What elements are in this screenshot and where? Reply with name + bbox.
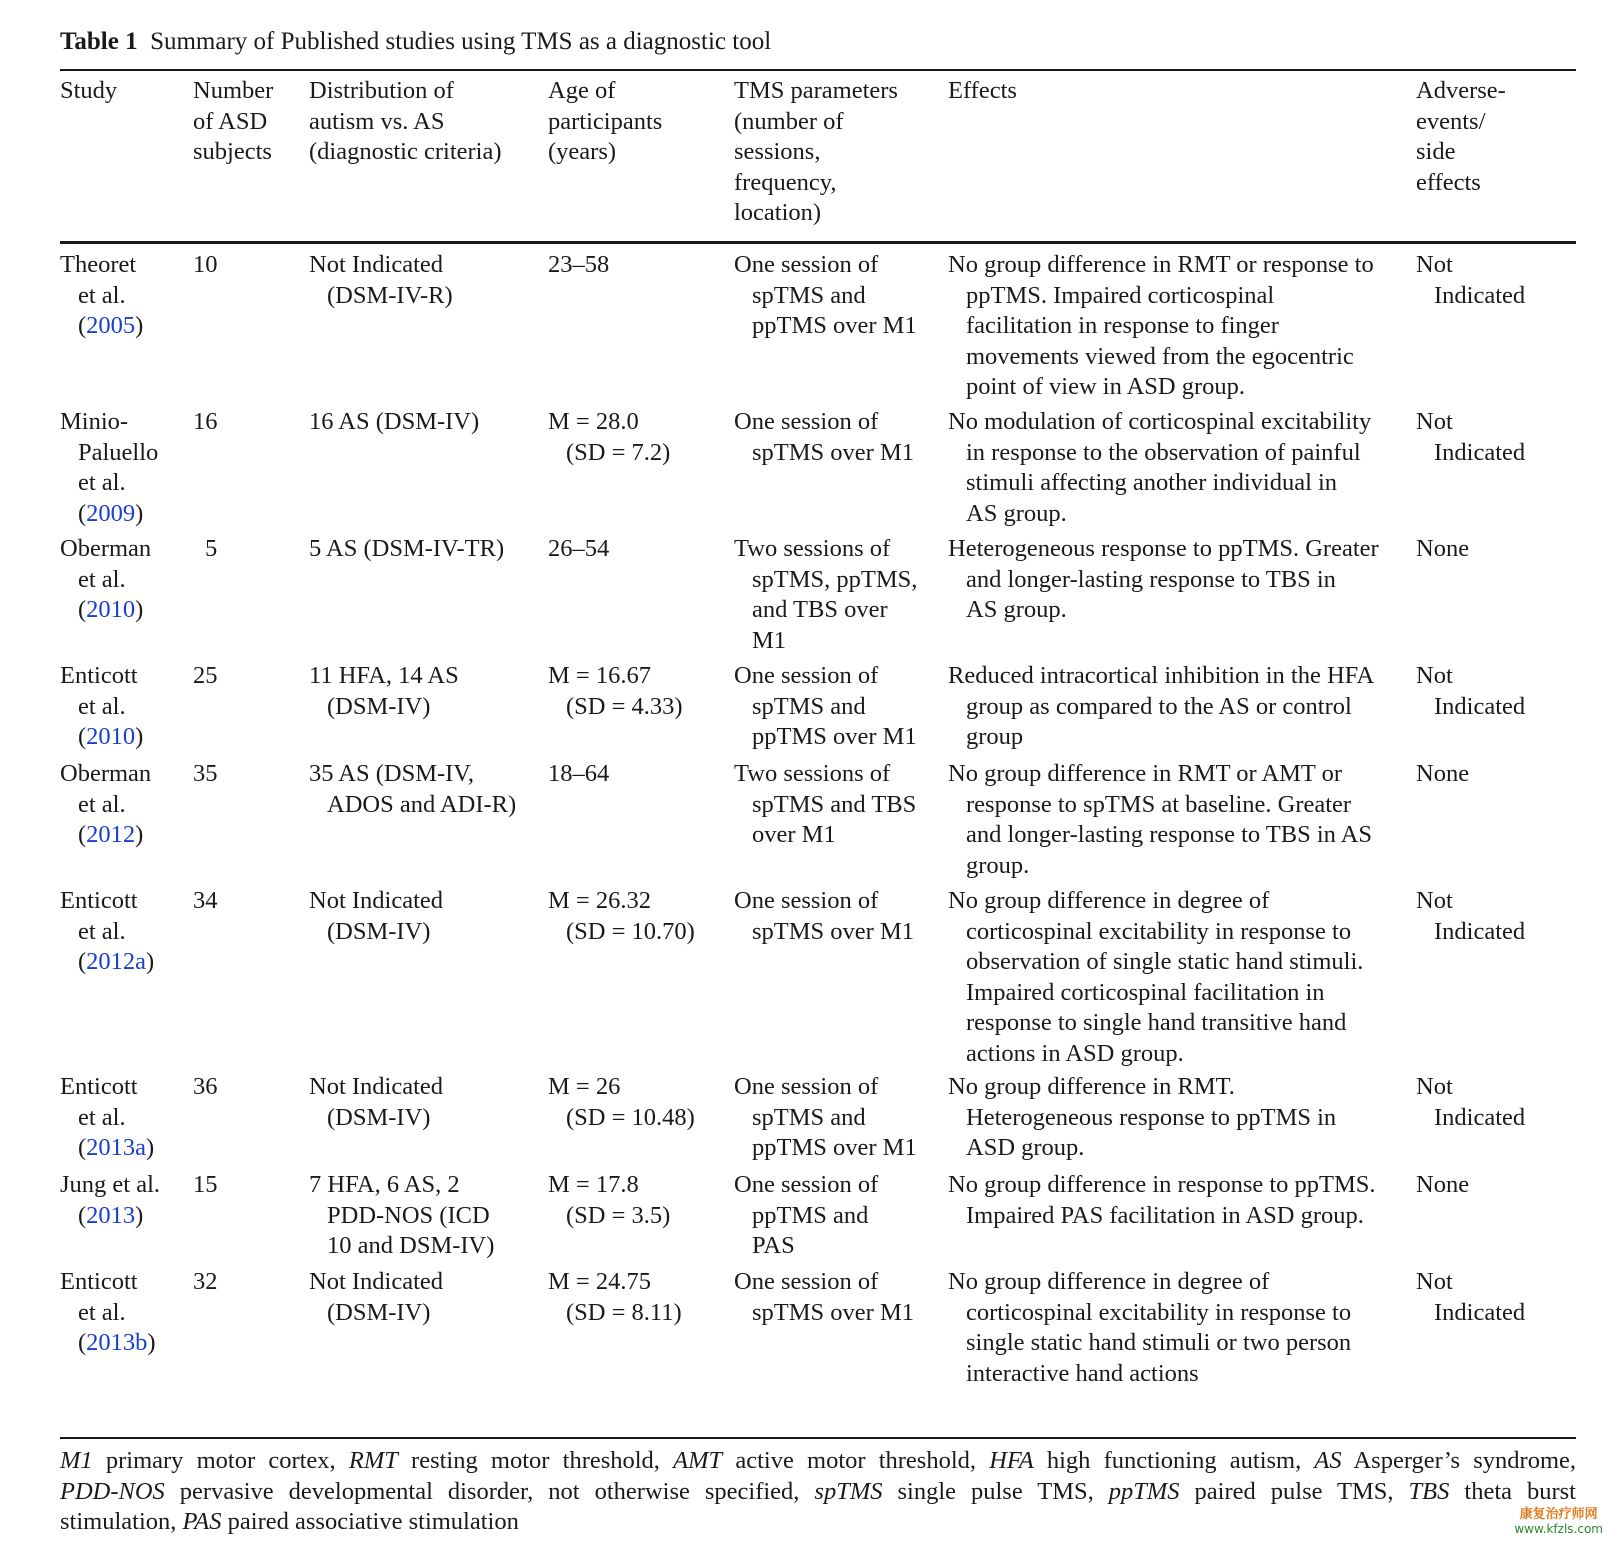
footnote-text: paired associative stimulation — [221, 1508, 519, 1535]
age-line: (SD = 8.11) — [566, 1298, 682, 1326]
effects-line: single static hand stimuli or two person — [966, 1329, 1352, 1356]
effects-line: ppTMS. Impaired corticospinal — [966, 281, 1275, 309]
study-cell — [60, 534, 151, 626]
paren-open: ( — [78, 499, 87, 527]
tms-parameters-line: Two sessions of — [734, 535, 891, 562]
subjects-cell — [193, 250, 218, 281]
subjects-cell — [193, 1072, 218, 1103]
tms-parameters-cell — [734, 1267, 914, 1328]
subjects-cell — [193, 886, 218, 917]
header-line: Adverse- — [1416, 77, 1506, 104]
effects-line: No group difference in degree of — [948, 1268, 1270, 1295]
study-cell — [60, 886, 154, 978]
tms-parameters-line: spTMS and — [752, 281, 866, 309]
header-line: Distribution of — [309, 77, 454, 104]
effects-line: Impaired corticospinal facilitation in — [966, 978, 1325, 1006]
study-name-line: et al. — [78, 692, 126, 720]
tms-parameters-line: spTMS over M1 — [752, 917, 914, 945]
distribution-line: 5 AS (DSM-IV-TR) — [309, 535, 505, 562]
header-line: Effects — [948, 77, 1017, 104]
footnote-abbreviation: HFA — [989, 1447, 1034, 1474]
adverse-events-line: None — [1416, 535, 1470, 562]
footnote-abbreviation: ppTMS — [1108, 1477, 1180, 1505]
study-year-link[interactable]: 2013 — [86, 1201, 136, 1229]
distribution-line: Not Indicated — [309, 1073, 444, 1100]
paren-close: ) — [135, 1201, 144, 1229]
header-adverse-events — [1416, 76, 1506, 198]
footnote-text: stimulation, — [60, 1508, 183, 1535]
subjects-value: 16 — [193, 408, 218, 435]
header-line: events/ — [1416, 107, 1486, 135]
study-year-citation — [60, 722, 143, 753]
header-age — [548, 76, 662, 168]
tms-parameters-line: One session of — [734, 662, 879, 689]
header-line: effects — [1416, 168, 1481, 196]
tms-parameters-cell — [734, 1072, 917, 1164]
age-line: M = 26.32 — [548, 887, 651, 914]
subjects-value: 36 — [193, 1073, 218, 1100]
table-label: Table 1 — [60, 28, 138, 55]
distribution-cell — [309, 661, 459, 722]
watermark-site-name: 康复治疗师网 — [1519, 1507, 1598, 1522]
paren-open: ( — [78, 1201, 87, 1229]
effects-line: AS group. — [966, 499, 1067, 527]
tms-parameters-cell — [734, 534, 917, 656]
footnote-abbreviation: PAS — [182, 1508, 222, 1535]
study-cell — [60, 407, 158, 529]
footnote-line — [60, 1477, 1576, 1508]
tms-parameters-line: ppTMS over M1 — [752, 312, 917, 339]
header-line: location) — [734, 199, 822, 226]
distribution-cell — [309, 407, 479, 438]
age-line: (SD = 10.48) — [566, 1103, 695, 1131]
effects-line: Impaired PAS facilitation in ASD group. — [966, 1201, 1364, 1229]
study-year-link[interactable]: 2012a — [86, 948, 147, 975]
paren-open: ( — [78, 1329, 87, 1356]
age-cell — [548, 1170, 670, 1231]
effects-cell — [948, 407, 1371, 529]
header-subjects — [193, 76, 273, 168]
header-tms-parameters — [734, 76, 898, 229]
table-caption — [60, 28, 771, 56]
tms-parameters-line: spTMS and — [752, 1103, 866, 1131]
tms-parameters-cell — [734, 407, 914, 468]
footnote-text: Asperger’s syndrome, — [1341, 1447, 1577, 1474]
subjects-cell — [193, 1170, 218, 1201]
age-line: M = 17.8 — [548, 1171, 639, 1198]
footnote-abbreviation: AS — [1314, 1447, 1342, 1474]
tms-parameters-line: One session of — [734, 251, 879, 278]
adverse-events-line: Indicated — [1434, 1298, 1526, 1326]
study-year-link[interactable]: 2013a — [86, 1134, 147, 1161]
age-line: M = 26 — [548, 1073, 621, 1100]
adverse-events-line: Not — [1416, 1268, 1453, 1295]
footnote-abbreviation: PDD-NOS — [60, 1477, 165, 1505]
effects-line: group. — [966, 851, 1030, 879]
study-year-link[interactable]: 2013b — [86, 1329, 148, 1356]
age-line: 23–58 — [548, 251, 610, 278]
header-line: subjects — [193, 138, 272, 165]
distribution-line: (DSM-IV) — [327, 917, 431, 945]
header-distribution — [309, 76, 502, 168]
subjects-value: 10 — [193, 251, 218, 278]
study-year-citation — [60, 820, 151, 851]
age-line: 26–54 — [548, 535, 610, 562]
distribution-line: (DSM-IV) — [327, 1298, 431, 1326]
header-effects — [948, 76, 1017, 107]
study-cell — [60, 1072, 154, 1164]
footnote-line — [60, 1507, 1576, 1538]
age-cell — [548, 1072, 695, 1133]
study-name-line: Enticott — [60, 1268, 138, 1295]
header-line: TMS parameters — [734, 77, 898, 104]
effects-line: Heterogeneous response to ppTMS in — [966, 1103, 1337, 1131]
effects-line: No modulation of corticospinal excitability — [948, 408, 1372, 435]
paren-close: ) — [135, 596, 144, 623]
study-cell — [60, 759, 151, 851]
effects-line: corticospinal excitability in response to — [966, 1298, 1352, 1326]
study-name-line: Enticott — [60, 887, 138, 914]
footnote-text: single pulse TMS, — [882, 1477, 1109, 1505]
subjects-cell — [205, 534, 217, 565]
age-cell — [548, 759, 609, 790]
footnote-text: paired pulse TMS, — [1179, 1477, 1409, 1505]
adverse-events-cell — [1416, 407, 1525, 468]
watermark-url: www.kfzls.com — [1514, 1522, 1603, 1536]
subjects-cell — [193, 661, 218, 692]
paren-close: ) — [146, 948, 155, 975]
study-name-line: Theoret — [60, 251, 137, 278]
effects-line: AS group. — [966, 596, 1067, 623]
site-watermark — [1514, 1507, 1603, 1537]
adverse-events-line: None — [1416, 760, 1470, 787]
header-line: sessions, — [734, 138, 821, 165]
effects-line: observation of single static hand stimuli. — [966, 948, 1364, 975]
subjects-cell — [193, 759, 218, 790]
header-line: (diagnostic criteria) — [309, 138, 502, 165]
tms-parameters-line: ppTMS over M1 — [752, 1134, 917, 1161]
effects-cell — [948, 886, 1363, 1069]
age-line: (SD = 7.2) — [566, 438, 671, 466]
age-line: (SD = 10.70) — [566, 917, 695, 945]
paren-open: ( — [78, 312, 87, 339]
age-cell — [548, 534, 609, 565]
tms-parameters-line: spTMS, ppTMS, — [752, 565, 918, 593]
footnote-abbreviation: M1 — [60, 1447, 93, 1474]
distribution-cell — [309, 886, 443, 947]
adverse-events-line: Not — [1416, 251, 1453, 278]
tms-parameters-line: and TBS over — [752, 596, 888, 623]
header-line: (number of — [734, 107, 844, 135]
study-cell — [60, 250, 143, 342]
header-line: side — [1416, 138, 1456, 165]
tms-parameters-line: One session of — [734, 1073, 879, 1100]
tms-parameters-cell — [734, 661, 917, 753]
tms-parameters-line: One session of — [734, 1171, 879, 1198]
study-cell — [60, 661, 143, 753]
study-name-line: et al. — [78, 1298, 126, 1326]
distribution-cell — [309, 250, 453, 311]
paren-open: ( — [78, 723, 87, 750]
adverse-events-cell — [1416, 1170, 1469, 1201]
tms-parameters-line: One session of — [734, 408, 879, 435]
tms-parameters-line: ppTMS and — [752, 1201, 869, 1229]
effects-line: group — [966, 723, 1024, 750]
age-line: 18–64 — [548, 760, 610, 787]
footnote-text: primary motor cortex, — [92, 1447, 349, 1474]
study-name-line: et al. — [78, 469, 126, 496]
footnote-text: high functioning autism, — [1033, 1447, 1315, 1474]
effects-line: No group difference in RMT or AMT or — [948, 760, 1342, 787]
tms-parameters-line: M1 — [752, 626, 787, 654]
tms-parameters-line: ppTMS over M1 — [752, 723, 917, 750]
age-cell — [548, 661, 683, 722]
effects-cell — [948, 759, 1372, 881]
paren-open: ( — [78, 596, 87, 623]
footnote-text: theta burst — [1449, 1477, 1576, 1505]
distribution-line: 35 AS (DSM-IV, — [309, 760, 474, 787]
distribution-line: PDD-NOS (ICD — [327, 1201, 490, 1229]
distribution-line: (DSM-IV) — [327, 1103, 431, 1131]
distribution-cell — [309, 759, 516, 820]
study-year-citation — [60, 1133, 154, 1164]
adverse-events-line: Not — [1416, 887, 1453, 914]
adverse-events-line: Indicated — [1434, 1103, 1526, 1131]
subjects-cell — [193, 1267, 218, 1298]
study-name-line: Enticott — [60, 662, 138, 689]
distribution-cell — [309, 1267, 443, 1328]
study-name-line: Minio- — [60, 408, 129, 435]
tms-parameters-cell — [734, 1170, 878, 1262]
distribution-line: Not Indicated — [309, 1268, 444, 1295]
table-footnote — [60, 1446, 1576, 1538]
distribution-line: (DSM-IV) — [327, 692, 431, 720]
effects-line: interactive hand actions — [966, 1359, 1199, 1387]
effects-line: Reduced intracortical inhibition in the HFA — [948, 662, 1375, 689]
paren-close: ) — [135, 723, 144, 750]
effects-line: No group difference in RMT or response to — [948, 251, 1374, 278]
top-rule — [60, 69, 1576, 71]
effects-line: facilitation in response to finger — [966, 312, 1279, 339]
adverse-events-line: Indicated — [1434, 438, 1526, 466]
study-year-link[interactable]: 2010 — [86, 596, 136, 623]
effects-line: stimuli affecting another individual in — [966, 469, 1338, 496]
subjects-value: 32 — [193, 1268, 218, 1295]
adverse-events-line: Not — [1416, 1073, 1453, 1100]
study-year-citation — [60, 947, 154, 978]
distribution-line: Not Indicated — [309, 887, 444, 914]
tms-parameters-line: One session of — [734, 1268, 879, 1295]
effects-line: No group difference in RMT. — [948, 1073, 1235, 1100]
header-study — [60, 76, 117, 107]
adverse-events-line: Not — [1416, 408, 1453, 435]
paren-close: ) — [135, 821, 144, 848]
distribution-cell — [309, 534, 504, 565]
tms-parameters-line: spTMS over M1 — [752, 438, 914, 466]
effects-line: No group difference in response to ppTMS. — [948, 1171, 1376, 1198]
study-name-line: et al. — [78, 281, 126, 309]
age-cell — [548, 407, 670, 468]
effects-line: group as compared to the AS or control — [966, 692, 1352, 720]
tms-parameters-line: spTMS and TBS — [752, 790, 917, 818]
study-name-line: et al. — [78, 790, 126, 818]
study-name-line: Enticott — [60, 1073, 138, 1100]
header-line: frequency, — [734, 168, 837, 196]
effects-cell — [948, 1267, 1351, 1389]
bottom-rule — [60, 1437, 1576, 1439]
effects-line: actions in ASD group. — [966, 1039, 1184, 1067]
adverse-events-cell — [1416, 661, 1525, 722]
adverse-events-line: Indicated — [1434, 917, 1526, 945]
paren-open: ( — [78, 821, 87, 848]
footnote-abbreviation: RMT — [348, 1447, 398, 1474]
subjects-value: 25 — [193, 662, 218, 689]
study-year-citation — [60, 311, 143, 342]
adverse-events-line: None — [1416, 1171, 1470, 1198]
distribution-line: 11 HFA, 14 AS — [309, 662, 459, 689]
effects-line: response to spTMS at baseline. Greater — [966, 790, 1352, 818]
study-name-line: Jung et al. — [60, 1171, 161, 1198]
adverse-events-cell — [1416, 1267, 1525, 1328]
footnote-abbreviation: spTMS — [814, 1477, 883, 1505]
subjects-value: 35 — [193, 760, 218, 787]
subjects-cell — [193, 407, 218, 438]
distribution-line: Not Indicated — [309, 251, 444, 278]
tms-parameters-cell — [734, 250, 917, 342]
study-name-line: et al. — [78, 1103, 126, 1131]
effects-line: response to single hand transitive hand — [966, 1009, 1347, 1036]
study-year-link[interactable]: 2005 — [86, 312, 136, 339]
subjects-value: 15 — [193, 1171, 218, 1198]
header-line: autism vs. AS — [309, 107, 445, 135]
effects-cell — [948, 250, 1374, 403]
age-cell — [548, 250, 609, 281]
study-name-line: et al. — [78, 565, 126, 593]
study-year-link[interactable]: 2010 — [86, 723, 136, 750]
paren-close: ) — [135, 499, 144, 527]
effects-line: and longer-lasting response to TBS in AS — [966, 821, 1373, 848]
study-year-citation — [60, 1201, 160, 1232]
adverse-events-line: Indicated — [1434, 692, 1526, 720]
age-cell — [548, 1267, 682, 1328]
header-line: participants — [548, 107, 663, 135]
study-year-citation — [60, 499, 158, 530]
tms-parameters-cell — [734, 759, 916, 851]
distribution-line: 7 HFA, 6 AS, 2 — [309, 1171, 460, 1198]
effects-cell — [948, 1170, 1376, 1231]
study-year-citation — [60, 595, 151, 626]
effects-line: movements viewed from the egocentric — [966, 342, 1354, 370]
age-line: (SD = 4.33) — [566, 692, 683, 720]
adverse-events-line: Not — [1416, 662, 1453, 689]
adverse-events-cell — [1416, 250, 1525, 311]
paren-open: ( — [78, 948, 87, 975]
effects-line: point of view in ASD group. — [966, 373, 1246, 400]
study-name-line: Paluello — [78, 438, 159, 466]
header-line: Number — [193, 77, 274, 104]
study-name-line: et al. — [78, 917, 126, 945]
distribution-line: 16 AS (DSM-IV) — [309, 408, 480, 435]
effects-cell — [948, 534, 1379, 626]
header-line: (years) — [548, 138, 617, 165]
distribution-line: 10 and DSM-IV) — [327, 1232, 495, 1259]
adverse-events-cell — [1416, 534, 1469, 565]
adverse-events-cell — [1416, 886, 1525, 947]
paren-close: ) — [135, 312, 144, 339]
effects-line: Heterogeneous response to ppTMS. Greater — [948, 535, 1379, 562]
effects-cell — [948, 661, 1374, 753]
effects-cell — [948, 1072, 1336, 1164]
subjects-value: 5 — [205, 535, 218, 562]
subjects-value: 34 — [193, 887, 218, 914]
header-line: of ASD — [193, 107, 268, 135]
paren-open: ( — [78, 1134, 87, 1161]
effects-line: No group difference in degree of — [948, 887, 1270, 914]
distribution-cell — [309, 1170, 494, 1262]
effects-line: corticospinal excitability in response to — [966, 917, 1352, 945]
tms-parameters-line: One session of — [734, 887, 879, 914]
tms-parameters-cell — [734, 886, 914, 947]
effects-line: and longer-lasting response to TBS in — [966, 565, 1336, 593]
adverse-events-cell — [1416, 1072, 1525, 1133]
tms-parameters-line: spTMS and — [752, 692, 866, 720]
study-cell — [60, 1170, 160, 1231]
table-title: Summary of Published studies using TMS as a diagnostic tool — [150, 28, 772, 55]
distribution-cell — [309, 1072, 443, 1133]
footnote-abbreviation: AMT — [673, 1447, 723, 1474]
study-year-link[interactable]: 2012 — [86, 821, 136, 848]
effects-line: ASD group. — [966, 1134, 1085, 1161]
tms-parameters-line: spTMS over M1 — [752, 1298, 914, 1326]
tms-parameters-line: Two sessions of — [734, 760, 891, 787]
tms-parameters-line: PAS — [752, 1232, 795, 1259]
study-cell — [60, 1267, 156, 1359]
age-line: (SD = 3.5) — [566, 1201, 671, 1229]
footnote-abbreviation: TBS — [1408, 1477, 1450, 1505]
paren-close: ) — [147, 1329, 156, 1356]
footnote-text: active motor threshold, — [722, 1447, 990, 1474]
study-year-citation — [60, 1328, 156, 1359]
age-line: M = 24.75 — [548, 1268, 651, 1295]
footnote-line — [60, 1446, 1576, 1477]
distribution-line: (DSM-IV-R) — [327, 281, 453, 309]
study-year-link[interactable]: 2009 — [86, 499, 136, 527]
adverse-events-cell — [1416, 759, 1469, 790]
tms-parameters-line: over M1 — [752, 821, 836, 848]
header-line: Study — [60, 77, 118, 104]
footnote-text: pervasive developmental disorder, not otherwise specified, — [164, 1477, 815, 1505]
age-line: M = 16.67 — [548, 662, 651, 689]
header-line: Age of — [548, 77, 616, 104]
header-rule — [60, 241, 1576, 244]
study-name-line: Oberman — [60, 535, 152, 562]
study-name-line: Oberman — [60, 760, 152, 787]
age-line: M = 28.0 — [548, 408, 639, 435]
adverse-events-line: Indicated — [1434, 281, 1526, 309]
footnote-text: resting motor threshold, — [397, 1447, 674, 1474]
distribution-line: ADOS and ADI-R) — [327, 790, 517, 818]
age-cell — [548, 886, 695, 947]
paren-close: ) — [146, 1134, 155, 1161]
effects-line: in response to the observation of painful — [966, 438, 1361, 466]
